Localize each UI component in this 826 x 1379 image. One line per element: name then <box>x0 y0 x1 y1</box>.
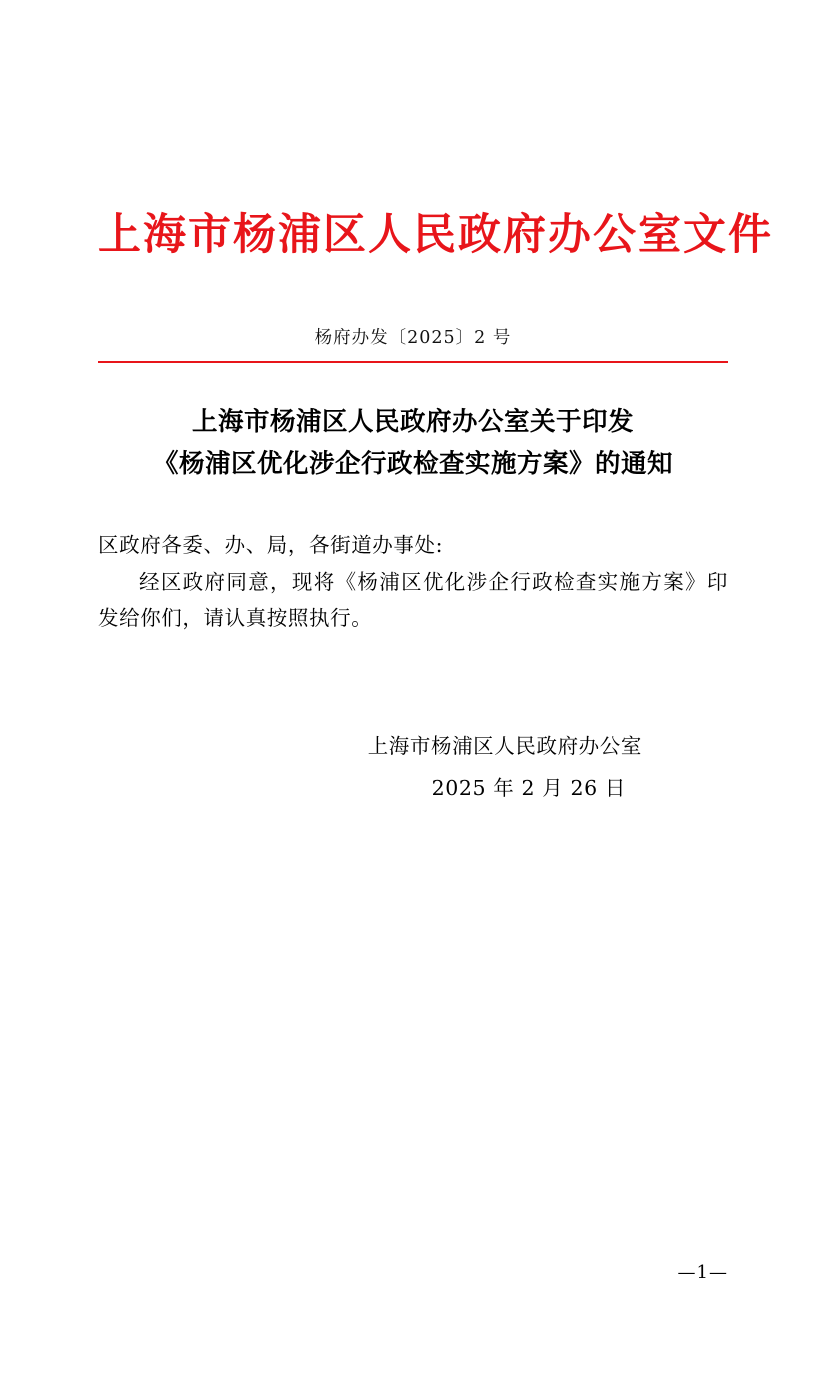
masthead <box>98 210 773 262</box>
page-title-line-1: 上海市杨浦区人民政府办公室关于印发 <box>191 406 634 437</box>
masthead-title: 上海市杨浦区人民政府办公室文件 <box>98 210 773 260</box>
document-number: 杨府办发〔2025〕2 号 <box>314 327 512 348</box>
document-body <box>98 527 728 636</box>
page-title-line-2: 《杨浦区优化涉企行政检查实施方案》的通知 <box>152 449 673 480</box>
signature-block <box>98 725 728 809</box>
issue-date: 2025 年 2 月 26 日 <box>431 775 626 800</box>
document-page <box>0 210 826 1379</box>
body-paragraph-1: 经区政府同意，现将《杨浦区优化涉企行政检查实施方案》印发给你们，请认真按照执行。 <box>98 569 728 631</box>
issuing-office: 上海市杨浦区人民政府办公室 <box>367 733 642 758</box>
salutation: 区政府各委、办、局，各街道办事处: <box>98 533 444 558</box>
page-title <box>98 401 728 485</box>
page-number-footer: —1— <box>677 1262 728 1283</box>
red-divider-rule <box>98 361 728 363</box>
